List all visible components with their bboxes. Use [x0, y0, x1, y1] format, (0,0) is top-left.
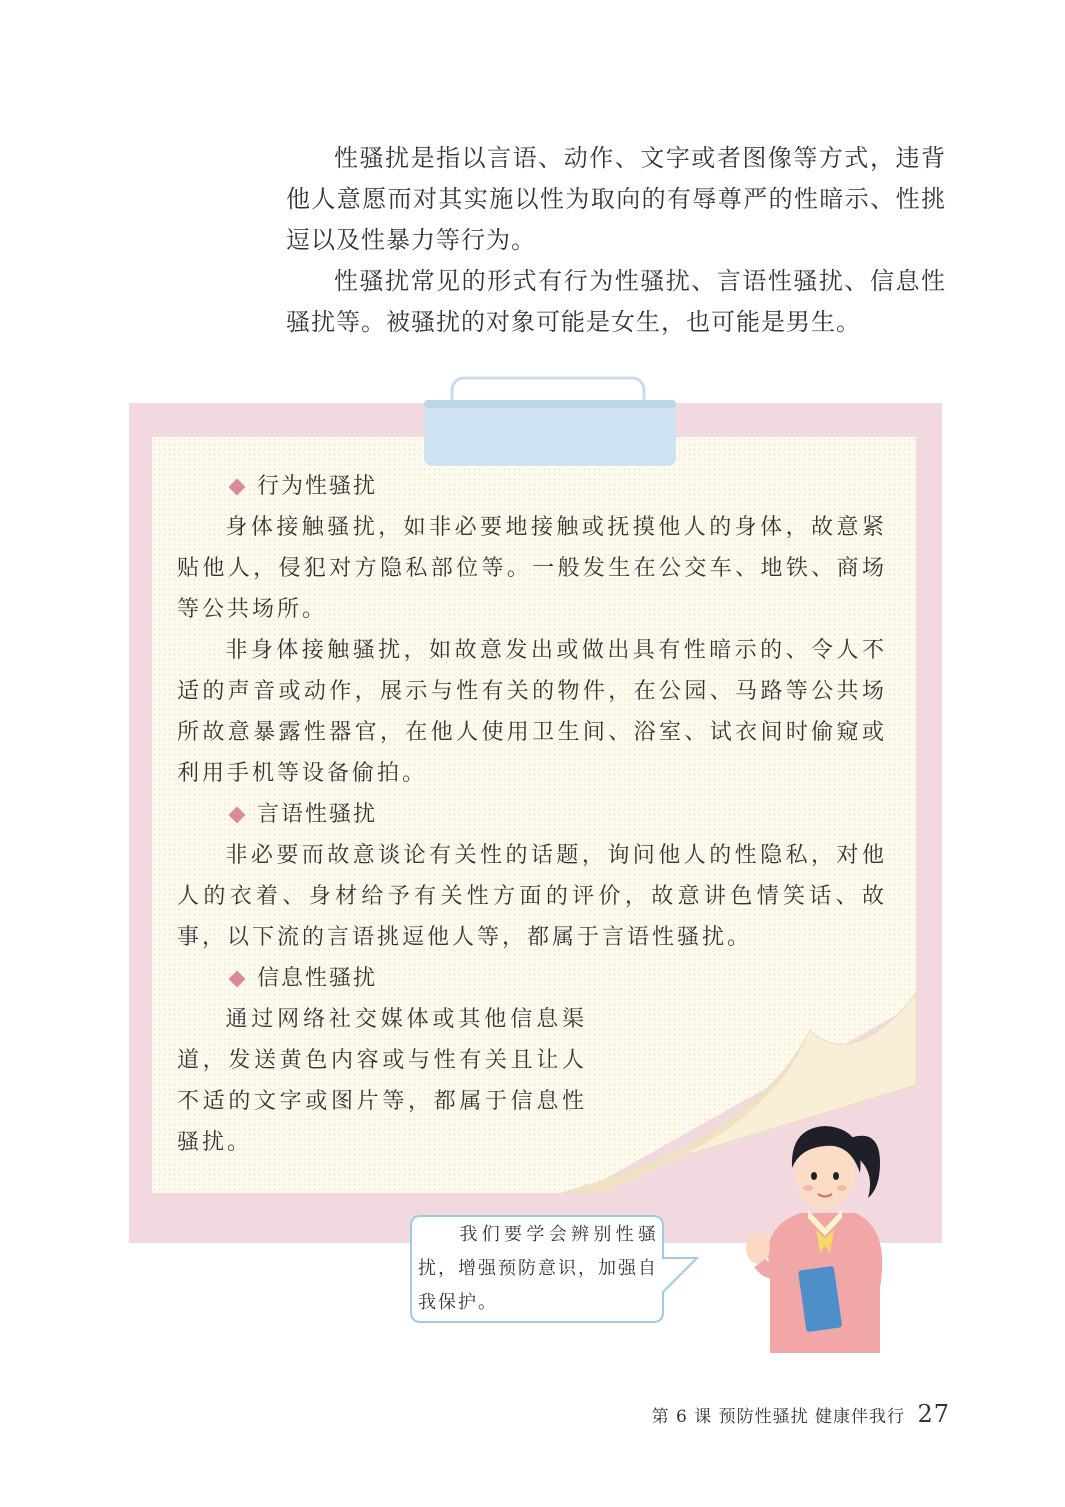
behavior-paragraph-1: 身体接触骚扰，如非必要地接触或抚摸他人的身体，故意紧贴他人，侵犯对方隐私部位等。一般发生在公交车、地铁、商场等公共场所。 [177, 515, 887, 622]
harassment-types-box [177, 466, 887, 1163]
intro-paragraph-2: 性骚扰常见的形式有行为性骚扰、言语性骚扰、信息性骚扰等。被骚扰的对象可能是女生，也可能是男生。 [286, 267, 946, 336]
lesson-title: 第 6 课 预防性骚扰 健康伴我行 [651, 1407, 906, 1427]
diamond-bullet-icon [229, 971, 246, 988]
diamond-bullet-icon [229, 807, 246, 824]
verbal-paragraph: 非必要而故意谈论有关性的话题，询问他人的性隐私，对他人的衣着、身材给予有关性方面的评价，故意讲色情笑话、故事，以下流的言语挑逗他人等，都属于言语性骚扰。 [177, 843, 887, 950]
section-heading-verbal: 言语性骚扰 [177, 794, 887, 835]
page-footer [652, 1400, 950, 1428]
intro-text [286, 138, 946, 343]
information-paragraph: 通过网络社交媒体或其他信息渠道，发送黄色内容或与性有关且让人不适的文字或图片等，都属于信息性骚扰。 [177, 1007, 587, 1155]
girl-character-illustration [730, 1118, 920, 1363]
behavior-paragraph-2: 非身体接触骚扰，如故意发出或做出具有性暗示的、令人不适的声音或动作，展示与性有关的物件，在公园、马路等公共场所故意暴露性器官，在他人使用卫生间、浴室、试衣间时偷窥或利用手机等设备偷拍。 [177, 638, 887, 786]
section-heading-behavior: 行为性骚扰 [177, 466, 887, 507]
clipboard-clip-icon [424, 376, 676, 472]
page-number: 27 [917, 1400, 950, 1428]
diamond-bullet-icon [229, 479, 246, 496]
section-heading-information: 信息性骚扰 [177, 958, 887, 999]
intro-paragraph-1: 性骚扰是指以言语、动作、文字或者图像等方式，违背他人意愿而对其实施以性为取向的有辱尊严的性暗示、性挑逗以及性暴力等行为。 [286, 144, 946, 254]
speech-bubble-text: 我们要学会辨别性骚扰，增强预防意识，加强自我保护。 [418, 1224, 658, 1313]
